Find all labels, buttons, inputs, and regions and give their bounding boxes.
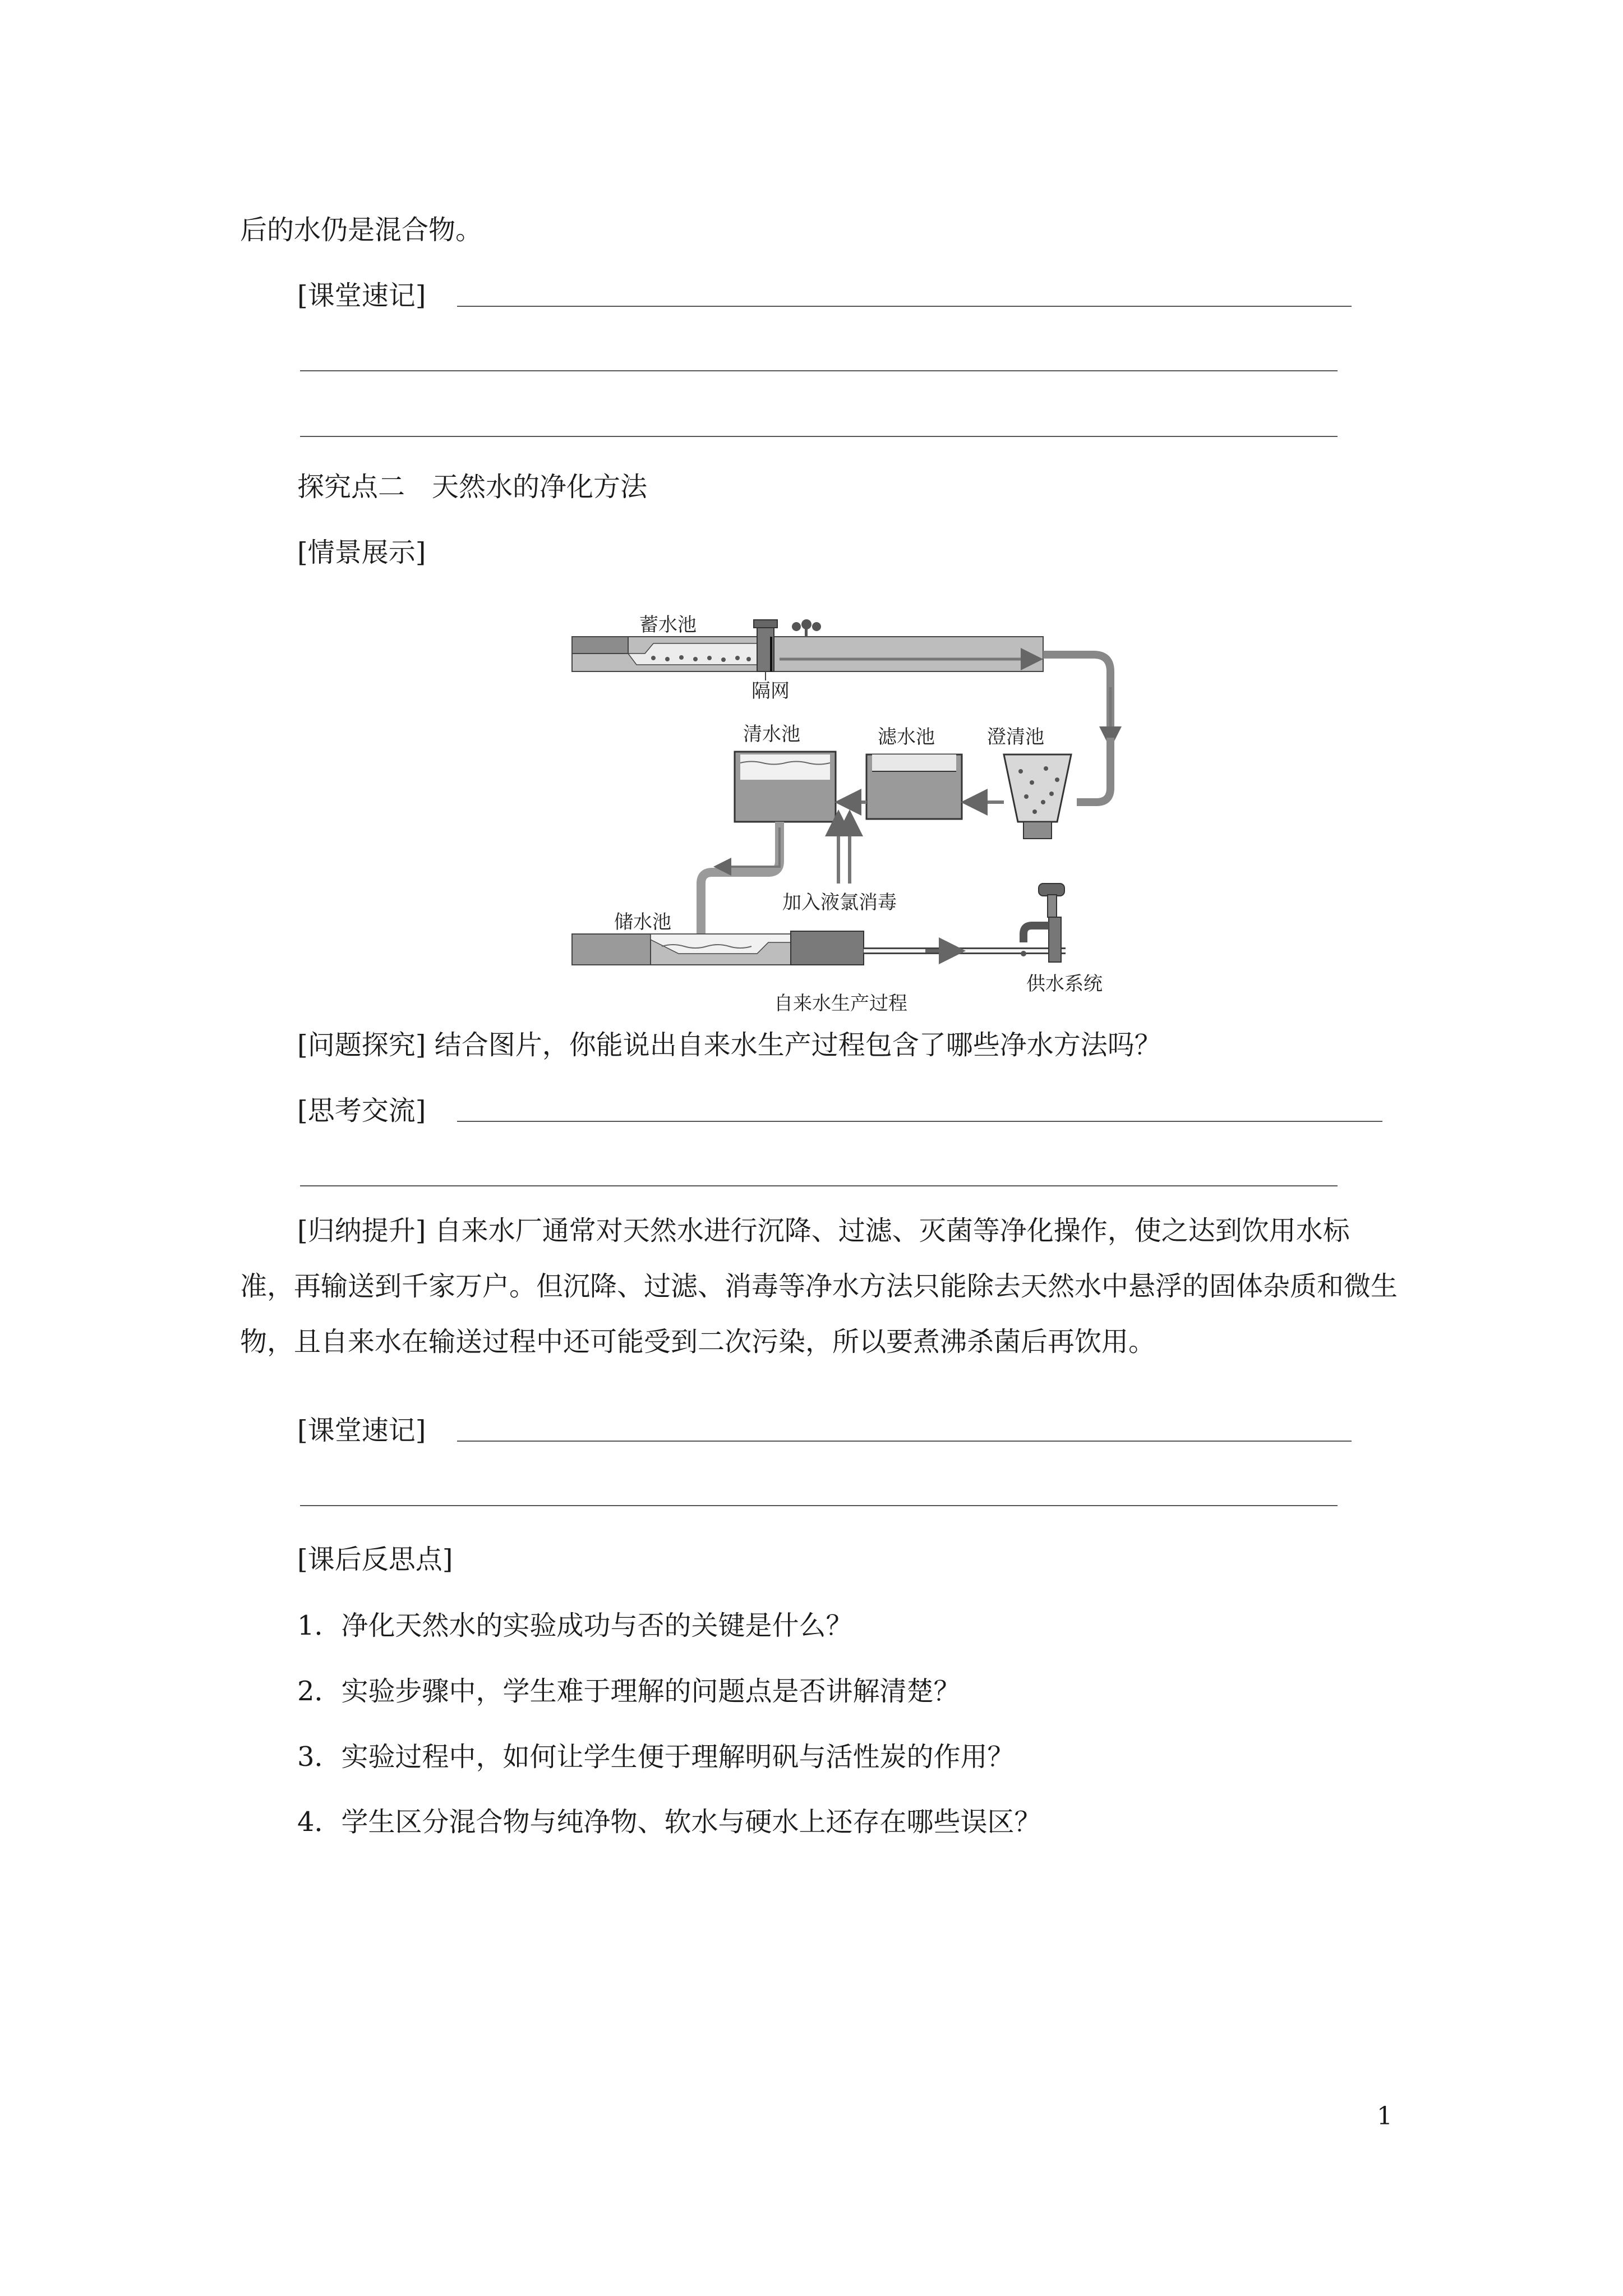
storage-channel bbox=[572, 931, 864, 965]
page-number: 1 bbox=[1377, 2102, 1393, 2131]
discuss-label: [思考交流] bbox=[297, 1095, 426, 1126]
label-reservoir: 蓄水池 bbox=[639, 614, 697, 636]
section-title: 探究点二 天然水的净化方法 bbox=[297, 471, 648, 503]
label-storage-pool: 储水池 bbox=[614, 911, 671, 933]
label-filter-pool: 滤水池 bbox=[878, 726, 935, 748]
reflection-item: 4．学生区分混合物与纯净物、软水与硬水上还存在哪些误区？ bbox=[297, 1806, 1041, 1838]
notes-line bbox=[300, 370, 1338, 371]
settling-pool bbox=[1004, 754, 1071, 839]
label-chlorine: 加入液氯消毒 bbox=[782, 891, 897, 914]
water-production-diagram bbox=[555, 603, 1133, 1013]
scenario-label: [情景展示] bbox=[297, 537, 426, 568]
notes-line bbox=[457, 1121, 1382, 1122]
notes-line bbox=[300, 1505, 1338, 1506]
filter-pool bbox=[866, 754, 962, 819]
clear-water-pool bbox=[735, 752, 836, 822]
notes-line bbox=[457, 306, 1352, 307]
notes-label: [课堂速记] bbox=[297, 280, 426, 311]
diagram-caption: 自来水生产过程 bbox=[774, 992, 907, 1013]
label-settle-pool: 澄清池 bbox=[987, 726, 1044, 748]
reflection-item: 1．净化天然水的实验成功与否的关键是什么？ bbox=[297, 1610, 853, 1641]
label-screen: 隔网 bbox=[751, 680, 790, 702]
label-clear-pool: 清水池 bbox=[743, 723, 800, 746]
notes-line bbox=[457, 1441, 1352, 1442]
reflection-item: 2．实验步骤中，学生难于理解的问题点是否讲解清楚？ bbox=[297, 1676, 961, 1707]
notes-line bbox=[300, 436, 1338, 437]
question-text: [问题探究] 结合图片，你能说出自来水生产过程包含了哪些净水方法吗？ bbox=[297, 1029, 1161, 1061]
continuation-text: 后的水仍是混合物。 bbox=[240, 214, 483, 246]
notes-label: [课堂速记] bbox=[297, 1415, 426, 1446]
reflection-item: 3．实验过程中，如何让学生便于理解明矾与活性炭的作用？ bbox=[297, 1741, 1015, 1773]
summary-paragraph: [归纳提升] 自来水厂通常对天然水进行沉降、过滤、灭菌等净化操作，使之达到饮用水标准，再输送到千家万户。但沉降、过滤、消毒等净水方法只能除去天然水中悬浮的固体杂质和微生物，且自来水在输送过程中还可能受到二次污染，所以要煮沸杀菌后再饮用。 bbox=[240, 1215, 1398, 1358]
label-supply: 供水系统 bbox=[1026, 973, 1103, 995]
notes-line bbox=[300, 1185, 1338, 1186]
reflection-title: [课后反思点] bbox=[297, 1544, 453, 1575]
